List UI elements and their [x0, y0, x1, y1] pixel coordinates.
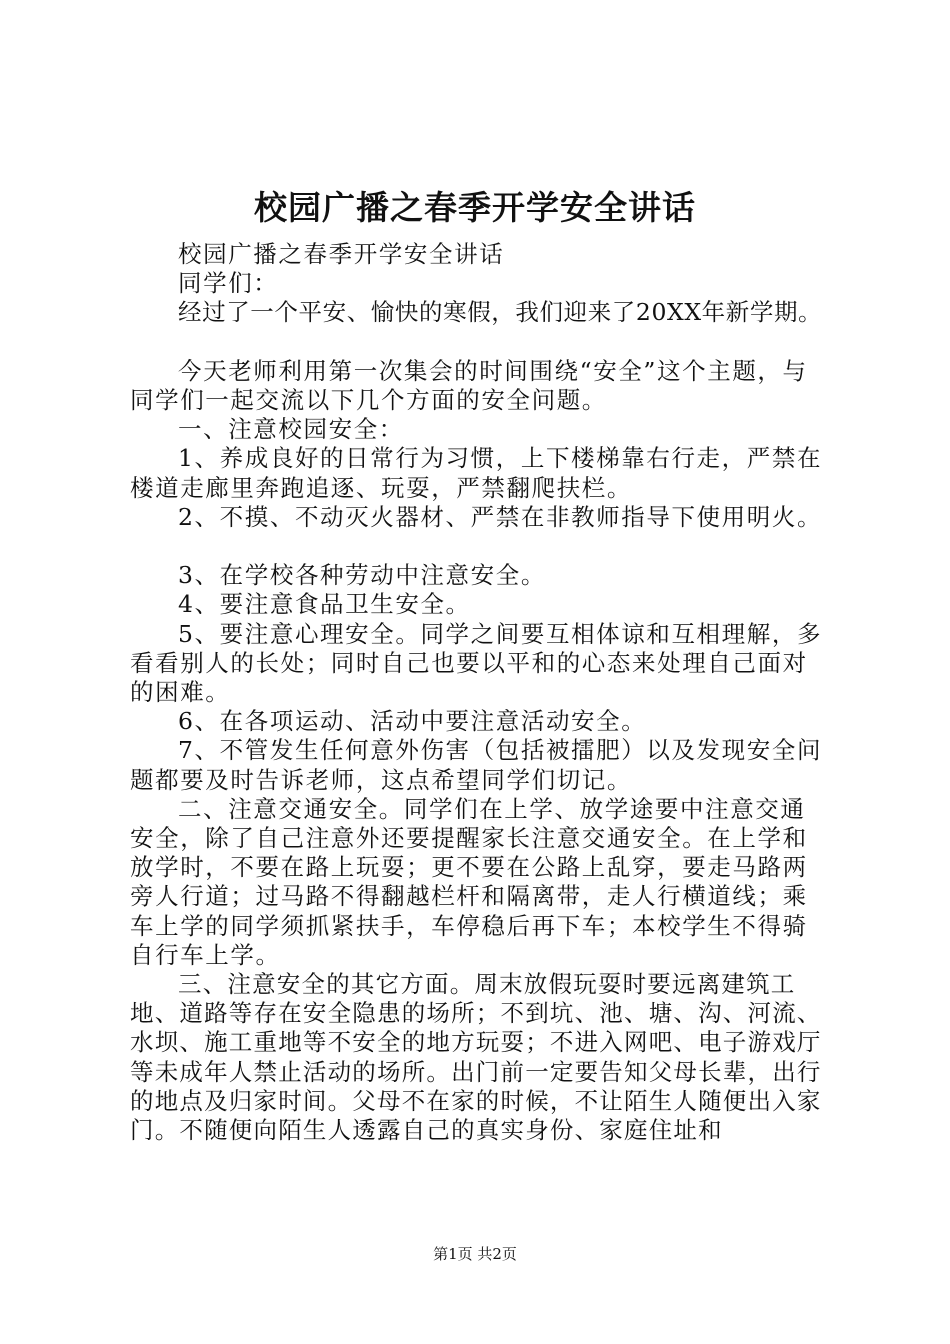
subtitle-line: 校园广播之春季开学安全讲话 [178, 240, 505, 268]
list-item-5: 5、要注意心理安全。同学之间要互相体谅和互相理解，多看看别人的长处；同时自己也要以平和的心态来处理自己面对的困难。 [130, 619, 823, 707]
section-traffic-safety: 二、注意交通安全。同学们在上学、放学途要中注意交通安全，除了自己注意外还要提醒家长注意交通安全。在上学和放学时，不要在路上玩耍；更不要在公路上乱穿，要走马路两旁人行道；过马路不得翻越栏杆和隔离带，走人行横道线；乘车上学的同学须抓紧扶手，车停稳后再下车；本校学生不得骑自行车上学。 [130, 794, 808, 969]
page-footer: 第1页 共2页 [433, 1245, 517, 1263]
salutation: 同学们： [178, 269, 279, 298]
list-item-1: 1、养成良好的日常行为习惯，上下楼梯靠右行走，严禁在楼道走廊里奔跑追逐、玩耍，严禁翻爬扶栏。 [130, 444, 823, 502]
list-item-4: 4、要注意食品卫生安全。 [178, 590, 471, 619]
document-body [130, 240, 830, 1145]
paragraph-topic: 今天老师利用第一次集会的时间围绕“安全”这个主题，与同学们一起交流以下几个方面的安全问题。 [130, 356, 808, 414]
list-item-2: 2、不摸、不动灭火器材、严禁在非教师指导下使用明火。 [178, 502, 823, 531]
list-item-7: 7、不管发生任何意外伤害（包括被擂肥）以及发现安全问题都要及时告诉老师，这点希望同学们切记。 [130, 736, 823, 794]
list-item-3: 3、在学校各种劳动中注意安全。 [178, 561, 546, 590]
paragraph-intro: 经过了一个平安、愉快的寒假，我们迎来了20XX年新学期。 [178, 298, 823, 327]
page-title: 校园广播之春季开学安全讲话 [254, 188, 696, 227]
blank-line [130, 328, 830, 357]
section-other-safety: 三、注意安全的其它方面。周末放假玩耍时要远离建筑工地、道路等存在安全隐患的场所；不到坑、池、塘、沟、河流、水坝、施工重地等不安全的地方玩耍；不进入网吧、电子游戏厅等未成年人禁止活动的场所。出门前一定要告知父母长辈，出行的地点及归家时间。父母不在家的时候，不让陌生人随便出入家门。不随便向陌生人透露自己的真实身份、家庭住址和 [130, 970, 822, 1145]
list-item-6: 6、在各项运动、活动中要注意活动安全。 [178, 707, 647, 736]
blank-line [130, 532, 830, 561]
section-heading-campus: 一、注意校园安全： [178, 415, 404, 444]
